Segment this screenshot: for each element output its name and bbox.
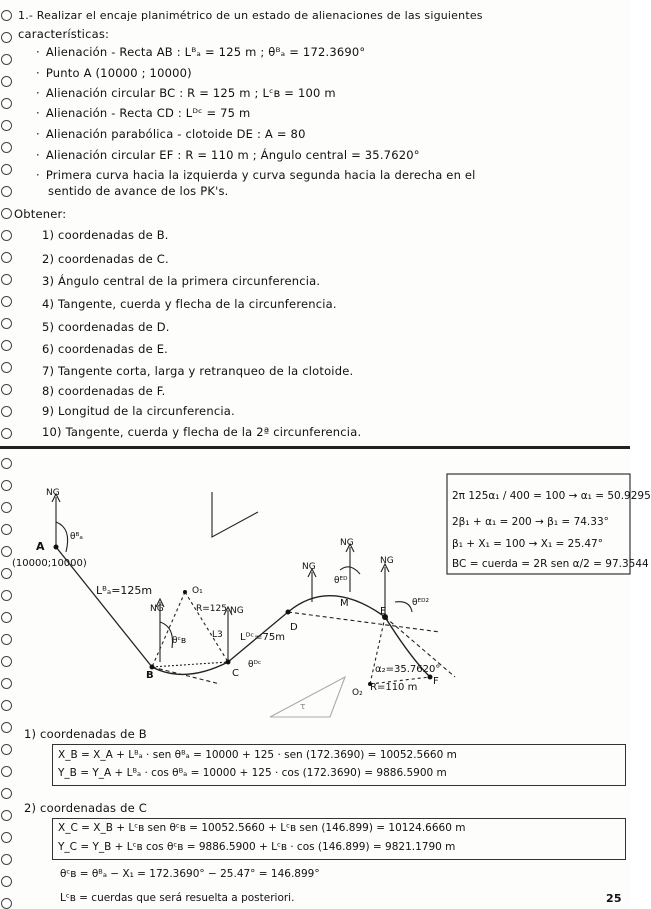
label-theta-c: θᴰᶜ <box>248 660 262 670</box>
label-o1: O₁ <box>192 586 203 596</box>
obtain-2: 2) coordenadas de C. <box>42 252 169 266</box>
obtain-9: 9) Longitud de la circunferencia. <box>42 404 235 418</box>
label-ng-b: NG <box>150 604 164 614</box>
item-circular-ef: · Alienación circular EF : R = 110 m ; Ángulo central = 35.7620° <box>36 148 420 162</box>
obtain-5: 5) coordenadas de D. <box>42 320 170 334</box>
label-m: M <box>340 598 349 609</box>
statement-line-1: 1.- Realizar el encaje planimétrico de un estado de alienaciones de las siguientes <box>18 9 483 22</box>
binder-ring <box>1 340 12 351</box>
binder-ring <box>1 208 12 219</box>
solution-2-yc: Y_C = Y_B + Lᶜʙ cos θᶜʙ = 9886.5900 + Lᶜʙ · cos (146.899) = 9821.1790 m <box>58 841 456 853</box>
point-b <box>150 665 155 670</box>
label-e: E <box>380 606 387 617</box>
solution-2-xc: X_C = X_B + Lᶜʙ sen θᶜʙ = 10052.5660 + Lᶜʙ sen (146.899) = 10124.6660 m <box>58 822 466 834</box>
side-formula-4: BC = cuerda = 2R sen α/2 = 97.3544 <box>452 558 649 570</box>
point-c <box>226 660 231 665</box>
obtain-4: 4) Tangente, cuerda y flecha de la circunferencia. <box>42 297 337 311</box>
solution-2-title: 2) coordenadas de C <box>24 801 147 815</box>
label-ng-a: NG <box>46 488 60 498</box>
binder-ring <box>1 810 12 821</box>
binder-ring <box>1 296 12 307</box>
item-curvas-1: · Primera curva hacia la izquierda y curva segunda hacia la derecha en el <box>36 168 476 182</box>
item-circular-bc: · Alienación circular BC : R = 125 m ; Lᶜʙ = 100 m <box>36 86 336 100</box>
binder-ring <box>1 384 12 395</box>
label-theta-d: θᴱᴰ <box>334 576 348 586</box>
label-theta-a: θᴮₐ <box>70 532 83 542</box>
solution-1-xb: X_B = X_A + Lᴮₐ · sen θᴮₐ = 10000 + 125 · sen (172.3690) = 10052.5660 m <box>58 749 457 761</box>
binder-ring <box>1 898 12 909</box>
label-l-cd: Lᴰᶜ=75m <box>240 632 285 643</box>
label-d: D <box>290 622 298 633</box>
binder-ring <box>1 76 12 87</box>
tangent-dashed-d <box>288 612 440 632</box>
label-r125: R=125 <box>196 604 227 614</box>
binder-ring <box>1 406 12 417</box>
obtain-title: Obtener: <box>14 207 67 221</box>
binder-ring <box>1 230 12 241</box>
binder-ring <box>1 788 12 799</box>
binder-ring <box>1 186 12 197</box>
binder-ring <box>1 318 12 329</box>
label-ng-c: NG <box>230 606 244 616</box>
label-l3: L3 <box>212 630 223 640</box>
point-a <box>54 545 59 550</box>
label-a-coords: (10000;10000) <box>12 558 87 569</box>
binder-ring <box>1 876 12 887</box>
page-divider <box>0 446 630 449</box>
label-ng-d: NG <box>302 562 316 572</box>
label-f: F <box>433 676 439 687</box>
binder-ring <box>1 164 12 175</box>
label-theta-e2: θᴱᴰ² <box>412 598 430 608</box>
obtain-6: 6) coordenadas de E. <box>42 342 169 356</box>
radius-o1-c <box>185 592 228 662</box>
sketch-faint <box>270 677 345 717</box>
binder-ring <box>1 142 12 153</box>
side-formula-2: 2β₁ + α₁ = 200 → β₁ = 74.33° <box>452 516 609 528</box>
side-formula-1: 2π 125α₁ / 400 = 100 → α₁ = 50.9295 <box>452 490 651 502</box>
label-ng-m: NG <box>340 538 354 548</box>
solution-1-yb: Y_B = Y_A + Lᴮₐ · cos θᴮₐ = 10000 + 125 · cos (172.3690) = 9886.5900 m <box>58 767 447 779</box>
binder-ring <box>1 10 12 21</box>
statement-line-2: características: <box>18 27 110 41</box>
obtain-10: 10) Tangente, cuerda y flecha de la 2ª circunferencia. <box>42 425 362 439</box>
binder-ring <box>1 854 12 865</box>
binder-ring <box>1 362 12 373</box>
label-alpha2: α₂=35.7620° <box>375 664 441 675</box>
binder-ring <box>1 744 12 755</box>
label-l-ab: Lᴮₐ=125m <box>96 584 153 597</box>
label-theta-b: θᶜʙ <box>172 636 187 646</box>
label-b: B <box>146 670 154 681</box>
solution-2-note: Lᶜʙ = cuerdas que será resuelta a posteriori. <box>60 892 295 904</box>
label-r110: R=110 m <box>370 682 418 693</box>
binder-ring <box>1 54 12 65</box>
label-o2: O₂ <box>352 688 363 698</box>
binder-ring <box>1 252 12 263</box>
label-c: C <box>232 668 239 679</box>
binder-ring <box>1 274 12 285</box>
chord-bc <box>152 662 228 667</box>
point-f <box>428 675 433 680</box>
point-o1 <box>183 590 187 594</box>
item-recta-cd: · Alienación - Recta CD : Lᴰᶜ = 75 m <box>36 106 250 120</box>
label-a: A <box>36 540 45 553</box>
binder-ring <box>1 98 12 109</box>
obtain-1: 1) coordenadas de B. <box>42 228 169 242</box>
binder-ring <box>1 832 12 843</box>
binder-ring <box>1 120 12 131</box>
obtain-8: 8) coordenadas de F. <box>42 384 166 398</box>
page-number: 25 <box>606 892 622 905</box>
item-punto-a: · Punto A (10000 ; 10000) <box>36 66 192 80</box>
sketch-triangle <box>212 492 258 537</box>
side-formula-3: β₁ + X₁ = 100 → X₁ = 25.47° <box>452 538 603 550</box>
label-ng-e: NG <box>380 556 394 566</box>
item-recta-ab: · Alienación - Recta AB : Lᴮₐ = 125 m ; θᴮₐ = 172.3690° <box>36 45 365 59</box>
point-d <box>286 610 291 615</box>
binder-ring <box>1 766 12 777</box>
obtain-7: 7) Tangente corta, larga y retranqueo de la clotoide. <box>42 364 354 378</box>
item-curvas-2: sentido de avance de los PK's. <box>48 184 229 198</box>
item-clotoide-de: · Alienación parabólica - clotoide DE : A = 80 <box>36 127 306 141</box>
binder-ring <box>1 722 12 733</box>
binder-ring <box>1 428 12 439</box>
solution-1-title: 1) coordenadas de B <box>24 727 147 741</box>
solution-2-theta: θᶜʙ = θᴮₐ − X₁ = 172.3690° − 25.47° = 146.899° <box>60 868 320 880</box>
binder-ring <box>1 32 12 43</box>
angle-arc-e <box>395 602 412 612</box>
curve-bc <box>152 662 228 674</box>
label-tau: τ <box>300 702 306 712</box>
obtain-3: 3) Ángulo central de la primera circunferencia. <box>42 274 321 288</box>
